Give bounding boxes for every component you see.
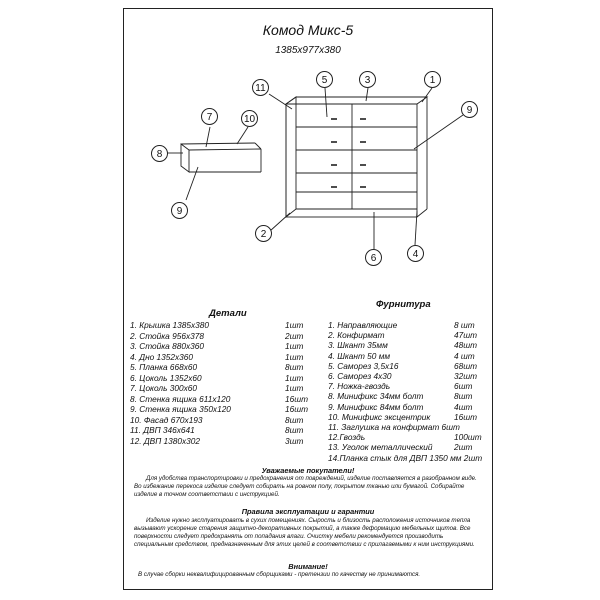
callout-9-chest: 9 xyxy=(461,101,478,118)
callout-5: 5 xyxy=(316,71,333,88)
hardware-heading: Фурнитура xyxy=(376,299,431,310)
hardware-row xyxy=(328,432,482,443)
hardware-row xyxy=(328,422,460,432)
callout-7: 7 xyxy=(201,108,218,125)
hardware-item-label: 11. Заглушка на конфирмат 6шт xyxy=(328,422,460,432)
parts-item-qty: 8шт xyxy=(285,362,304,372)
hardware-item-label: 6. Саморез 4х30 xyxy=(328,371,392,381)
parts-item-qty: 1шт xyxy=(285,372,304,383)
hardware-item-label: 9. Минификс 84мм болт xyxy=(328,401,424,412)
hardware-row xyxy=(328,453,482,463)
parts-item-qty: 8шт xyxy=(285,414,304,425)
assembly-drawing xyxy=(124,9,494,299)
parts-item-qty: 1шт xyxy=(285,320,304,330)
hardware-row xyxy=(328,360,478,371)
parts-item-label: 5. Планка 668х60 xyxy=(130,362,198,372)
hardware-item-label: 13. Уголок металлический xyxy=(328,442,433,453)
parts-item-label: 6. Цоколь 1352х60 xyxy=(130,372,202,383)
hardware-item-label: 10. Минификс эксцентрик xyxy=(328,411,431,422)
hardware-item-label: 8. Минификс 34мм болт xyxy=(328,391,424,402)
parts-item-label: 4. Дно 1352х360 xyxy=(130,351,194,362)
parts-row xyxy=(130,351,304,362)
callout-4: 4 xyxy=(407,245,424,262)
callout-8: 8 xyxy=(151,145,168,162)
rules-heading: Правила эксплуатации и гарантии xyxy=(241,507,375,516)
hardware-item-label: 4. Шкант 50 мм xyxy=(328,350,391,361)
hardware-item-qty: 2шт xyxy=(454,442,473,453)
parts-row xyxy=(130,341,304,351)
parts-row xyxy=(130,404,309,414)
parts-item-qty: 1шт xyxy=(285,351,304,362)
hardware-row xyxy=(328,350,475,361)
hardware-item-label: 3. Шкант 35мм xyxy=(328,340,388,351)
parts-item-label: 7. Цоколь 300х60 xyxy=(130,383,197,393)
parts-item-label: 2. Стойка 956х378 xyxy=(130,330,204,341)
hardware-item-qty: 4 шт xyxy=(454,350,475,361)
parts-item-qty: 1шт xyxy=(285,383,304,393)
parts-item-qty: 2шт xyxy=(285,330,304,341)
parts-item-label: 8. Стенка ящика 611х120 xyxy=(130,393,231,404)
hardware-row xyxy=(328,320,475,330)
hardware-row xyxy=(328,442,473,453)
warning-text: В случае сборки неквалифицированным сборщиками - претензии по качеству не принимаются. xyxy=(138,571,421,578)
chest-front xyxy=(286,104,417,217)
buyers-heading: Уважаемые покупатели! xyxy=(261,466,355,475)
callout-3: 3 xyxy=(359,71,376,88)
parts-item-label: 9. Стенка ящика 350х120 xyxy=(130,404,231,414)
hardware-item-qty: 100шт xyxy=(454,432,482,443)
hardware-item-qty: 8 шт xyxy=(454,320,475,330)
callout-6: 6 xyxy=(365,249,382,266)
chest-side xyxy=(286,97,296,217)
rules-text: Изделие нужно эксплуатировать в сухих помещениях. Сырость и близость расположения источников тепла вызывают ускорение старения защитно-декоративных покрытий, а также деформацию мебельных щитов. Все поверхности следует предохранять от попадания влаги. Очистку мебели рекомендуется производить специальным средством, предназначенным для этих целей в соответствии с прилагаемыми к ним инструкциями. xyxy=(134,517,475,548)
parts-row xyxy=(130,362,304,372)
drawer-box-side xyxy=(181,144,189,172)
warning-heading: Внимание! xyxy=(288,562,328,571)
product-title: Комод Микс-5 xyxy=(262,22,354,38)
parts-row xyxy=(130,330,304,341)
parts-row xyxy=(130,393,309,404)
parts-row xyxy=(130,320,304,330)
parts-item-label: 1. Крышка 1385х380 xyxy=(130,320,210,330)
hardware-row xyxy=(328,391,473,402)
hardware-item-qty: 32шт xyxy=(454,371,478,381)
chest-top xyxy=(286,97,427,104)
hardware-row xyxy=(328,401,473,412)
parts-row xyxy=(130,414,304,425)
parts-item-qty: 8шт xyxy=(285,425,304,435)
hardware-row xyxy=(328,340,478,351)
hardware-row xyxy=(328,381,473,392)
hardware-row xyxy=(328,411,478,422)
product-dimensions: 1385х977х380 xyxy=(275,45,341,56)
parts-item-label: 11. ДВП 346х641 xyxy=(130,425,195,435)
hardware-item-qty: 16шт xyxy=(454,411,478,422)
hardware-item-label: 7. Ножка-гвоздь xyxy=(328,381,391,392)
callout-11: 11 xyxy=(252,79,269,96)
hardware-item-label: 14.Планка стык для ДВП 1350 мм 2шт xyxy=(328,452,483,463)
parts-row xyxy=(130,425,304,435)
hardware-item-label: 2. Конфирмат xyxy=(328,330,385,341)
hardware-item-qty: 6шт xyxy=(454,381,473,392)
hardware-row xyxy=(328,330,478,341)
hardware-item-label: 1. Направляющие xyxy=(328,320,398,330)
callout-9-drawer: 9 xyxy=(171,202,188,219)
parts-row xyxy=(130,435,304,446)
callout-10: 10 xyxy=(241,110,258,127)
parts-item-label: 3. Стойка 880х360 xyxy=(130,341,204,351)
parts-item-label: 10. Фасад 670х193 xyxy=(130,414,203,425)
hardware-item-label: 12.Гвоздь xyxy=(328,432,366,443)
parts-item-qty: 3шт xyxy=(285,435,304,446)
hardware-item-qty: 4шт xyxy=(454,401,473,412)
parts-item-qty: 16шт xyxy=(285,404,309,414)
parts-item-label: 12. ДВП 1380х302 xyxy=(130,435,200,446)
buyers-text: Для удобства транспортировки и предохранения от повреждений, изделие поставляется в разобранном виде. Во избежание перекоса изделие следует собирать на ровном полу, покрытом тканью или бумагой. Собирайте изделие в точном соответствии с инструкцией. xyxy=(134,475,477,498)
hardware-row xyxy=(328,371,478,381)
parts-row xyxy=(130,383,304,393)
parts-heading: Детали xyxy=(209,308,247,319)
hardware-item-qty: 47шт xyxy=(454,330,478,341)
parts-item-qty: 1шт xyxy=(285,341,304,351)
parts-item-qty: 16шт xyxy=(285,393,309,404)
instruction-sheet xyxy=(123,8,493,590)
hardware-item-qty: 48шт xyxy=(454,340,478,351)
parts-row xyxy=(130,372,304,383)
hardware-item-label: 5. Саморез 3,5х16 xyxy=(328,360,399,371)
hardware-item-qty: 68шт xyxy=(454,360,478,371)
callout-2: 2 xyxy=(255,225,272,242)
hardware-item-qty: 8шт xyxy=(454,391,473,402)
callout-1: 1 xyxy=(424,71,441,88)
